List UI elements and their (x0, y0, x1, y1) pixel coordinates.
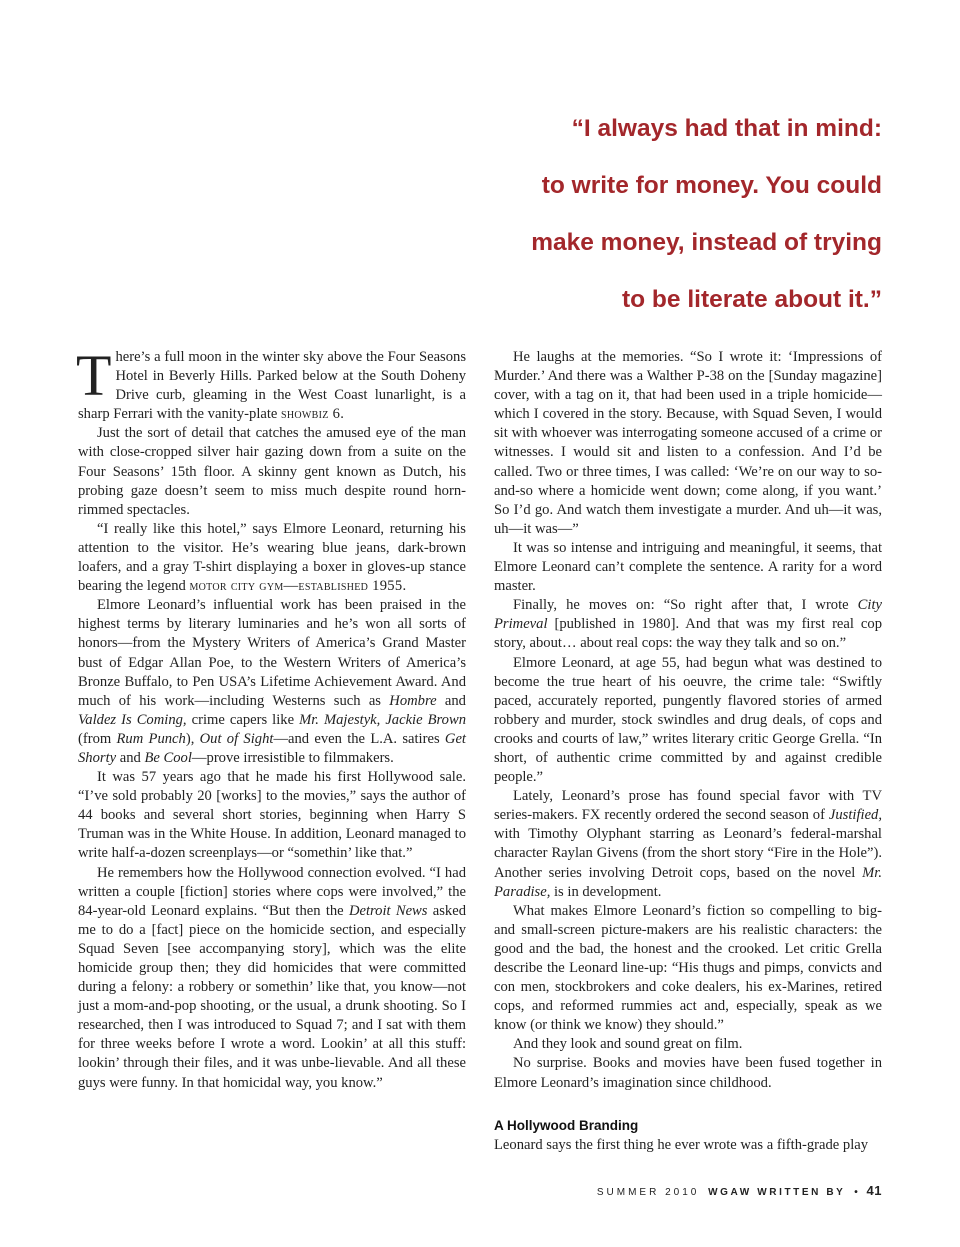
pull-quote-line: make money, instead of trying (531, 229, 882, 256)
paragraph: Elmore Leonard, at age 55, had begun what was destined to become the true heart of his oeuvre, the crime tale: “Swiftly paced, accurately reported, pungently flavored stories of armed robbery and murder, stock swindles and drug deals, of cops and crooks and courts of law,” writes literary critic George Grella. “In short, of authentic crime committed by and against credible people.” (494, 654, 882, 786)
paragraph: No surprise. Books and movies have been fused together in Elmore Leonard’s imagination since childhood. (494, 1055, 882, 1091)
footer-issue-date: SUMMER 2010 (596, 1187, 700, 1198)
footer-bullet: • (854, 1187, 858, 1198)
paragraph: Leonard says the first thing he ever wrote was a fifth-grade play (494, 1136, 869, 1153)
page-number: 41 (866, 1183, 882, 1198)
article-column-right (494, 348, 882, 1155)
paragraph: He laughs at the memories. “So I wrote it: ‘Impressions of Murder.’ And there was a Walther P-38 on the [Sunday magazine] cover, with a tag on it, that had been used in a triple homicide—which I covered in the story. Because, with Squad Seven, I would sit with whoever was interrogating someone accused of a crime or witnesses. I would sit and listen to a confession. And I’d be called. Two or three times, I was called: ‘We’re on our way to so-and-so where a homicide went down; come along, if you want.’ So I’d go. And watch them investigate a murder. And uh—it was, uh—it was—” (494, 349, 882, 537)
pull-quote (380, 104, 882, 332)
paragraph: What makes Elmore Leonard’s fiction so compelling to big- and small-screen picture-makers are his realistic characters: the good and the bad, the honest and the crooked. Let critic Grella describe the Leonard line-up: “His thugs and pimps, convicts and con men, stockbrokers and coke dealers, his ex-Marines, retired cops, and reformed rummies act and, especially, speak as we know (or think we know) they should.” (494, 902, 882, 1034)
pull-quote-line: to write for money. You could (541, 172, 882, 199)
paragraph: “I really like this hotel,” says Elmore Leonard, returning his attention to the visitor. He’s wearing blue jeans, dark-brown loafers, and a gray T-shirt displaying a boxer in gloves-up stance bearing the legend motor city gym—established 1955. (78, 520, 466, 595)
paragraph: Elmore Leonard’s influential work has been praised in the highest terms by literary luminaries and he’s won all sorts of honors—from the Mystery Writers of America’s Grand Master bust of Edgar Allan Poe, to the Western Writers of America’s Bronze Buffalo, to Pen USA’s Lifetime Achievement Award. And much of his work—including Westerns such as Hombre and Valdez Is Coming, crime capers like Mr. Majestyk, Jackie Brown (from Rum Punch), Out of Sight—and even the L.A. satires Get Shorty and Be Cool—prove irresistible to filmmakers. (78, 597, 466, 766)
pull-quote-line: to be literate about it.” (622, 286, 882, 313)
article-column-left (76, 343, 466, 1093)
paragraph: Just the sort of detail that catches the amused eye of the man with close-cropped silver hair gazing down from a suite on the Four Seasons’ 15th floor. A skinny gent known as Dutch, his probing gaze doesn’t seem to miss much despite round horn-rimmed spectacles. (78, 425, 466, 518)
footer-magazine-name: WGAW WRITTEN BY (708, 1187, 846, 1198)
paragraph: Lately, Leonard’s prose has found special favor with TV series-makers. FX recently ordered the second season of Justified, with Timothy Olyphant starring as Leonard’s federal-marshal character Raylan Givens (from the short story “Fire in the Hole”). Another series involving Detroit cops, based on the novel Mr. Paradise, is in development. (494, 788, 882, 900)
paragraph: He remembers how the Hollywood connection evolved. “I had written a couple [fiction] stories where cops were involved,” the 84-year-old Leonard explains. “But then the Detroit News asked me to do a [fact] piece on the homicide section, and especially Squad Seven [see accompanying story], which was the elite homicide group then; they did homicides that were committed during a felony: a robbery or somethin’ like that, you know—not just a mom-and-pop shooting, or the usual, a drunk shooting. So I researched, then I was introduced to Squad 7; and I sat with them for three weeks before I wrote a word. Lookin’ at all this stuff: lookin’ through their files, and it was unbe-lievable. And all these guys were funny. In that homicidal way, you know.” (78, 864, 466, 1091)
drop-cap: T (76, 343, 112, 408)
pull-quote-line: “I always had that in mind: (571, 115, 882, 142)
tshirt-legend-text: motor city gym—established 1955 (189, 578, 403, 595)
paragraph: There’s a full moon in the winter sky above the Four Seasons Hotel in Beverly Hills. Parked below at the South Doheny Drive curb, gleaming in the West Coast lunarlight, is a sharp Ferrari with the vanity-plate showbiz 6. (76, 343, 466, 423)
paragraph: It was 57 years ago that he made his first Hollywood sale. “I’ve sold probably 20 [works] to the movies,” says the author of 44 books and several short stories, beginning when Harry S Truman was in the White House. In addition, Leonard managed to write half-a-dozen screenplays—or “somethin’ like that.” (78, 769, 466, 862)
vanity-plate-text: showbiz 6 (281, 406, 341, 423)
paragraph: And they look and sound great on film. (513, 1036, 743, 1053)
paragraph: It was so intense and intriguing and meaningful, it seems, that Elmore Leonard can’t complete the sentence. A rarity for a word master. (494, 539, 882, 595)
section-subhead: A Hollywood Branding (494, 1117, 639, 1133)
page-footer (597, 1183, 882, 1198)
paragraph: Finally, he moves on: “So right after that, I wrote City Primeval [published in 1980]. And that was my first real cop story, about… about real cops: the way they talk and so on.” (494, 597, 882, 652)
